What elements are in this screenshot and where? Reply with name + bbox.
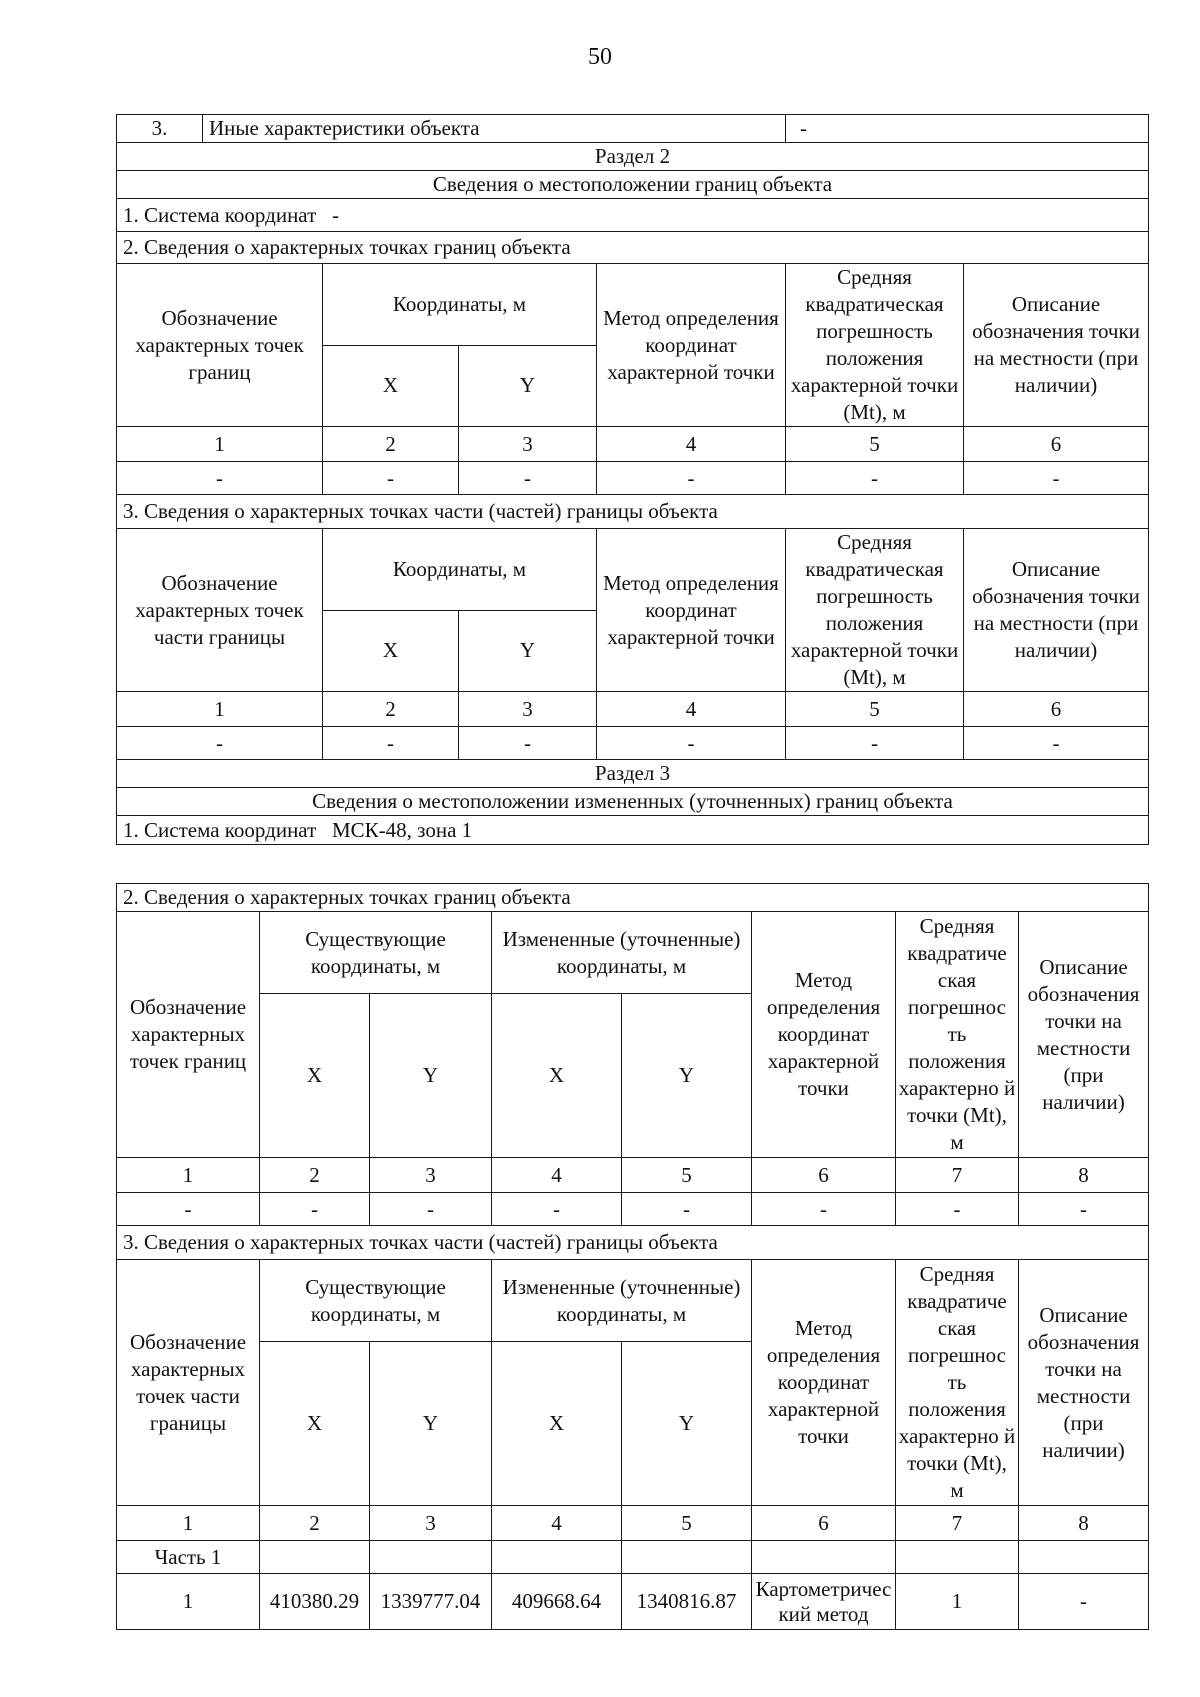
header-description: Описание обозначения точки на местности (при наличии) bbox=[964, 529, 1149, 692]
header-x: X bbox=[323, 345, 459, 427]
column-number: 2 bbox=[323, 692, 459, 727]
column-number: 1 bbox=[117, 427, 323, 462]
header-changed-coords: Измененные (уточненные) координаты, м bbox=[492, 1260, 752, 1342]
point-number: 1 bbox=[117, 1574, 260, 1630]
header-error: Средняя квадратическая погрешность положения характерной точки (Mt), м bbox=[786, 529, 964, 692]
column-number: 4 bbox=[492, 1158, 622, 1193]
header-method: Метод определения координат характерной точки bbox=[752, 912, 896, 1158]
header-x-changed: X bbox=[492, 1342, 622, 1506]
row-number: 3. bbox=[117, 115, 203, 143]
part-label: Часть 1 bbox=[117, 1541, 260, 1574]
column-numbers-row bbox=[117, 427, 1149, 462]
column-number: 6 bbox=[752, 1506, 896, 1541]
section3-title: Раздел 3 bbox=[117, 760, 1149, 788]
table-header bbox=[117, 912, 1149, 994]
table-cell: - bbox=[323, 727, 459, 760]
section3-parts-heading: 3. Сведения о характерных точках части (частей) границы объекта bbox=[117, 1226, 1149, 1260]
section2-parts-heading: 3. Сведения о характерных точках части (частей) границы объекта bbox=[117, 495, 1149, 529]
description-value: - bbox=[1019, 1574, 1149, 1630]
column-number: 5 bbox=[622, 1506, 752, 1541]
part-label-row bbox=[117, 1541, 1149, 1574]
column-numbers-row bbox=[117, 1158, 1149, 1193]
section3-subtitle: Сведения о местоположении измененных (уточненных) границ объекта bbox=[117, 788, 1149, 816]
section3-points-heading: 2. Сведения о характерных точках границ объекта bbox=[117, 884, 1149, 912]
other-characteristics-value: - bbox=[786, 115, 1149, 143]
column-number: 7 bbox=[896, 1158, 1019, 1193]
column-number: 5 bbox=[622, 1158, 752, 1193]
table-row bbox=[117, 462, 1149, 495]
header-description: Описание обозначения точки на местности (при наличии) bbox=[964, 264, 1149, 427]
section2-points-heading: 2. Сведения о характерных точках границ объекта bbox=[117, 232, 1149, 264]
table-cell: - bbox=[1019, 1193, 1149, 1226]
table-header bbox=[117, 264, 1149, 346]
header-error: Средняя квадратическая погрешность положения характерной точки (Mt), м bbox=[786, 264, 964, 427]
header-method: Метод определения координат характерной точки bbox=[752, 1260, 896, 1506]
column-number: 6 bbox=[964, 692, 1149, 727]
section3-coord-system: 1. Система координат МСК-48, зона 1 bbox=[117, 816, 1149, 845]
table-cell: - bbox=[323, 462, 459, 495]
header-x: X bbox=[323, 610, 459, 692]
table-cell: - bbox=[260, 1193, 370, 1226]
x-existing-value: 410380.29 bbox=[260, 1574, 370, 1630]
header-y: Y bbox=[459, 610, 597, 692]
x-changed-value: 409668.64 bbox=[492, 1574, 622, 1630]
header-x-existing: X bbox=[260, 1342, 370, 1506]
column-number: 8 bbox=[1019, 1506, 1149, 1541]
column-number: 1 bbox=[117, 1158, 260, 1193]
header-designation: Обозначение характерных точек части границы bbox=[117, 529, 323, 692]
table-cell: - bbox=[597, 462, 786, 495]
table-cell: - bbox=[597, 727, 786, 760]
section2-title: Раздел 2 bbox=[117, 143, 1149, 171]
error-value: 1 bbox=[896, 1574, 1019, 1630]
header-y-changed: Y bbox=[622, 1342, 752, 1506]
table-cell: - bbox=[752, 1193, 896, 1226]
header-error: Средняя квадратиче ская погрешнос ть положения характерно й точки (Mt), м bbox=[896, 1260, 1019, 1506]
section3-table bbox=[116, 883, 1149, 1630]
column-number: 6 bbox=[752, 1158, 896, 1193]
header-method: Метод определения координат характерной точки bbox=[597, 264, 786, 427]
header-method: Метод определения координат характерной точки bbox=[597, 529, 786, 692]
table-cell: - bbox=[492, 1193, 622, 1226]
section2-table bbox=[116, 114, 1149, 845]
header-x-existing: X bbox=[260, 994, 370, 1158]
header-designation: Обозначение характерных точек части границы bbox=[117, 1260, 260, 1506]
header-error: Средняя квадратиче ская погрешнос ть положения характерно й точки (Mt), м bbox=[896, 912, 1019, 1158]
header-coords: Координаты, м bbox=[323, 529, 597, 611]
column-number: 1 bbox=[117, 692, 323, 727]
column-number: 2 bbox=[260, 1506, 370, 1541]
header-existing-coords: Существующие координаты, м bbox=[260, 912, 492, 994]
y-existing-value: 1339777.04 bbox=[370, 1574, 492, 1630]
header-changed-coords: Измененные (уточненные) координаты, м bbox=[492, 912, 752, 994]
header-y-existing: Y bbox=[370, 994, 492, 1158]
table-cell: - bbox=[370, 1193, 492, 1226]
column-number: 5 bbox=[786, 692, 964, 727]
table-header bbox=[117, 1260, 1149, 1342]
header-designation: Обозначение характерных точек границ bbox=[117, 264, 323, 427]
table-cell: - bbox=[964, 462, 1149, 495]
other-characteristics-label: Иные характеристики объекта bbox=[203, 115, 786, 143]
column-number: 3 bbox=[459, 692, 597, 727]
table-cell: - bbox=[964, 727, 1149, 760]
column-number: 4 bbox=[597, 692, 786, 727]
column-number: 3 bbox=[370, 1158, 492, 1193]
table-cell: - bbox=[459, 462, 597, 495]
header-x-changed: X bbox=[492, 994, 622, 1158]
header-designation: Обозначение характерных точек границ bbox=[117, 912, 260, 1158]
table-cell: - bbox=[117, 462, 323, 495]
header-description: Описание обозначения точки на местности (при наличии) bbox=[1019, 912, 1149, 1158]
table-cell: - bbox=[622, 1193, 752, 1226]
column-number: 3 bbox=[370, 1506, 492, 1541]
section2-coord-system: 1. Система координат - bbox=[117, 199, 1149, 232]
column-number: 8 bbox=[1019, 1158, 1149, 1193]
header-y-changed: Y bbox=[622, 994, 752, 1158]
table-cell: - bbox=[459, 727, 597, 760]
header-description: Описание обозначения точки на местности (при наличии) bbox=[1019, 1260, 1149, 1506]
table-cell: - bbox=[117, 1193, 260, 1226]
header-coords: Координаты, м bbox=[323, 264, 597, 346]
column-numbers-row bbox=[117, 1506, 1149, 1541]
column-number: 2 bbox=[323, 427, 459, 462]
column-number: 4 bbox=[492, 1506, 622, 1541]
page-number: 50 bbox=[588, 44, 612, 70]
column-number: 1 bbox=[117, 1506, 260, 1541]
column-number: 4 bbox=[597, 427, 786, 462]
section2-subtitle: Сведения о местоположении границ объекта bbox=[117, 171, 1149, 199]
table-row bbox=[117, 1193, 1149, 1226]
table-row bbox=[117, 727, 1149, 760]
header-existing-coords: Существующие координаты, м bbox=[260, 1260, 492, 1342]
table-cell: - bbox=[786, 727, 964, 760]
object-characteristics-row bbox=[117, 115, 1149, 143]
table-row bbox=[117, 1574, 1149, 1630]
column-number: 3 bbox=[459, 427, 597, 462]
header-y: Y bbox=[459, 345, 597, 427]
table-header bbox=[117, 529, 1149, 611]
column-number: 5 bbox=[786, 427, 964, 462]
table-cell: - bbox=[117, 727, 323, 760]
table-cell: - bbox=[786, 462, 964, 495]
table-cell: - bbox=[896, 1193, 1019, 1226]
header-y-existing: Y bbox=[370, 1342, 492, 1506]
method-value: Картометрический метод bbox=[752, 1574, 896, 1630]
column-numbers-row bbox=[117, 692, 1149, 727]
column-number: 6 bbox=[964, 427, 1149, 462]
column-number: 2 bbox=[260, 1158, 370, 1193]
column-number: 7 bbox=[896, 1506, 1019, 1541]
y-changed-value: 1340816.87 bbox=[622, 1574, 752, 1630]
